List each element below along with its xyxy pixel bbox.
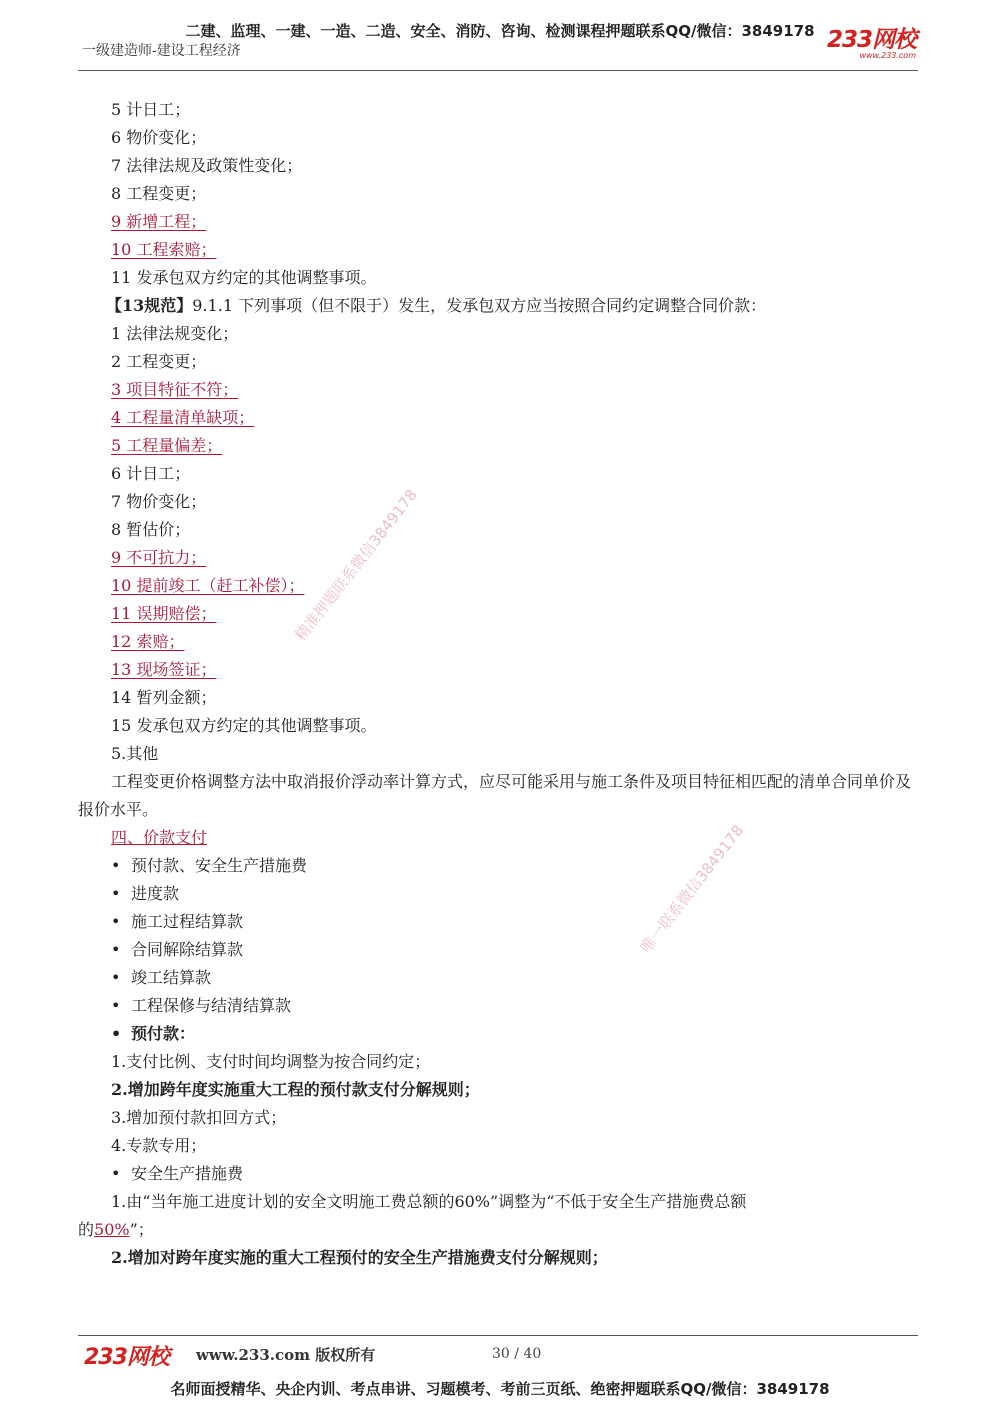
item-number: 4 — [111, 408, 122, 427]
bullet-text: 进度款 — [131, 884, 180, 903]
item-number: 13 — [111, 660, 132, 679]
safety-heading — [78, 1160, 920, 1188]
header-divider — [78, 70, 918, 71]
safety-item-1b-post: ”； — [129, 1220, 154, 1239]
section4-heading — [78, 824, 920, 852]
bullet-text: 竣工结算款 — [131, 968, 212, 987]
section4-heading-text: 四、价款支付 — [111, 828, 208, 847]
page-content — [78, 96, 920, 1272]
other-paragraph — [78, 768, 920, 824]
bullet-text: 合同解除结算款 — [131, 940, 244, 959]
list-b-item — [78, 628, 920, 656]
list-b-item — [78, 712, 920, 740]
item-number: 8 — [111, 184, 122, 203]
watermark-2: 唯一联系微信3849178 — [636, 821, 748, 957]
bullet-icon: • — [111, 996, 121, 1015]
list-b-item — [78, 376, 920, 404]
payment-bullet — [78, 992, 920, 1020]
highlighted-item — [111, 240, 216, 259]
item-number: 1 — [111, 324, 122, 343]
item-text: 工程量清单缺项； — [126, 408, 255, 427]
footer-divider — [78, 1335, 918, 1336]
item-text: 误期赔偿； — [136, 604, 217, 623]
footer-banner: 名师面授精华、央企内训、考点串讲、习题模考、考前三页纸、绝密押题联系QQ/微信：3849178 — [170, 1380, 830, 1398]
header-logo — [827, 28, 916, 60]
advance-heading-text: 预付款： — [131, 1024, 196, 1043]
other-heading: 5.其他 — [111, 744, 159, 763]
item-number: 6 — [111, 464, 122, 483]
advance-item: 2.增加跨年度实施重大工程的预付款支付分解规则； — [111, 1080, 480, 1099]
advance-items — [78, 1048, 920, 1160]
bullet-text: 预付款、安全生产措施费 — [131, 856, 308, 875]
item-text: 发承包双方约定的其他调整事项。 — [136, 716, 377, 735]
item-text: 新增工程； — [126, 212, 207, 231]
item-number: 11 — [111, 604, 132, 623]
item-text: 项目特征不符； — [126, 380, 239, 399]
footer-logo: 233网校 — [84, 1345, 169, 1370]
document-subject: 一级建造师-建设工程经济 — [82, 43, 241, 59]
item-number: 6 — [111, 128, 122, 147]
advance-item: 1.支付比例、支付时间均调整为按合同约定； — [111, 1052, 431, 1071]
list-b-item — [78, 348, 920, 376]
highlighted-item — [111, 660, 216, 679]
bullet-icon: • — [111, 856, 121, 875]
list-b-item — [78, 432, 920, 460]
highlighted-item — [111, 212, 206, 231]
spec-tag: 【13规范】 — [106, 296, 193, 315]
item-text: 法律法规变化； — [126, 324, 239, 343]
highlighted-item — [111, 604, 216, 623]
item-text: 工程量偏差； — [126, 436, 223, 455]
highlighted-item — [111, 380, 238, 399]
safety-percentage: 50% — [94, 1220, 130, 1239]
safety-item-1b — [78, 1216, 920, 1244]
item-number: 11 — [111, 268, 132, 287]
item-number: 3 — [111, 380, 122, 399]
payment-bullet — [78, 880, 920, 908]
list-a-item — [78, 124, 920, 152]
payment-bullet-list — [78, 852, 920, 1020]
bullet-icon: • — [111, 1024, 122, 1043]
item-text: 不可抗力； — [126, 548, 207, 567]
item-number: 10 — [111, 240, 132, 259]
item-number: 2 — [111, 352, 122, 371]
list-a-item — [78, 152, 920, 180]
list-a-item — [78, 264, 920, 292]
list-b-item — [78, 544, 920, 572]
item-text: 计日工； — [126, 100, 191, 119]
item-number: 14 — [111, 688, 132, 707]
logo-text: 233网校 — [826, 27, 916, 53]
item-text: 工程索赔； — [136, 240, 217, 259]
item-number: 5 — [111, 100, 122, 119]
list-a-item — [78, 208, 920, 236]
item-number: 9 — [111, 548, 122, 567]
list-b-item — [78, 488, 920, 516]
list-a-item — [78, 180, 920, 208]
safety-heading-text: 安全生产措施费 — [131, 1164, 244, 1183]
item-text: 现场签证； — [136, 660, 217, 679]
header-banner: 二建、监理、一建、一造、二造、安全、消防、咨询、检测课程押题联系QQ/微信：3849178 — [185, 22, 815, 40]
bullet-icon: • — [111, 912, 121, 931]
adjustment-list-b — [78, 320, 920, 740]
bullet-text: 工程保修与结清结算款 — [131, 996, 292, 1015]
item-number: 5 — [111, 436, 122, 455]
payment-bullet — [78, 964, 920, 992]
highlighted-item — [111, 576, 304, 595]
item-number: 7 — [111, 156, 122, 175]
list-b-item — [78, 404, 920, 432]
highlighted-item — [111, 436, 222, 455]
list-b-item — [78, 460, 920, 488]
watermark-1: 精准押题联系微信3849178 — [291, 486, 421, 645]
list-b-item — [78, 320, 920, 348]
spec-text: 9.1.1 下列事项（但不限于）发生，发承包双方应当按照合同约定调整合同价款： — [192, 296, 767, 315]
list-a-item — [78, 236, 920, 264]
item-text: 暂列金额； — [136, 688, 217, 707]
list-b-item — [78, 684, 920, 712]
item-text: 提前竣工（赶工补偿）； — [136, 576, 305, 595]
bullet-icon: • — [111, 1164, 121, 1183]
bullet-text: 施工过程结算款 — [131, 912, 244, 931]
footer-copyright: www.233.com 版权所有 — [196, 1346, 376, 1364]
item-text: 物价变化； — [126, 128, 207, 147]
list-b-item — [78, 656, 920, 684]
item-number: 10 — [111, 576, 132, 595]
item-number: 8 — [111, 520, 122, 539]
item-text: 法律法规及政策性变化； — [126, 156, 303, 175]
bullet-icon: • — [111, 968, 121, 987]
list-a-item — [78, 96, 920, 124]
other-paragraph-text: 工程变更价格调整方法中取消报价浮动率计算方式，应尽可能采用与施工条件及项目特征相匹配的清单合同单价及报价水平。 — [78, 772, 912, 819]
item-number: 7 — [111, 492, 122, 511]
highlighted-item — [111, 548, 206, 567]
payment-bullet — [78, 936, 920, 964]
list-b-item — [78, 600, 920, 628]
payment-bullet — [78, 852, 920, 880]
item-text: 工程变更； — [126, 184, 207, 203]
bullet-icon: • — [111, 884, 121, 903]
advance-item: 3.增加预付款扣回方式； — [111, 1108, 287, 1127]
bullet-icon: • — [111, 940, 121, 959]
item-number: 15 — [111, 716, 132, 735]
list-b-item — [78, 572, 920, 600]
spec-paragraph — [78, 292, 920, 320]
adjustment-list-a — [78, 96, 920, 292]
advance-heading — [78, 1020, 920, 1048]
list-b-item — [78, 516, 920, 544]
item-text: 索赔； — [136, 632, 185, 651]
page-number: 30 / 40 — [492, 1346, 542, 1362]
advance-item: 4.专款专用； — [111, 1136, 207, 1155]
highlighted-item — [111, 632, 184, 651]
safety-item-1a: 1.由“当年施工进度计划的安全文明施工费总额的60%”调整为“不低于安全生产措施费总额 — [111, 1192, 747, 1211]
safety-item-1b-pre: 的 — [78, 1220, 95, 1239]
item-text: 计日工； — [126, 464, 191, 483]
item-text: 暂估价； — [126, 520, 191, 539]
item-number: 12 — [111, 632, 132, 651]
item-text: 发承包双方约定的其他调整事项。 — [136, 268, 377, 287]
item-number: 9 — [111, 212, 122, 231]
safety-item-2: 2.增加对跨年度实施的重大工程预付的安全生产措施费支付分解规则； — [111, 1248, 608, 1267]
payment-bullet — [78, 908, 920, 936]
highlighted-item — [111, 408, 254, 427]
logo-url: www.233.com — [859, 51, 916, 60]
item-text: 物价变化； — [126, 492, 207, 511]
item-text: 工程变更； — [126, 352, 207, 371]
